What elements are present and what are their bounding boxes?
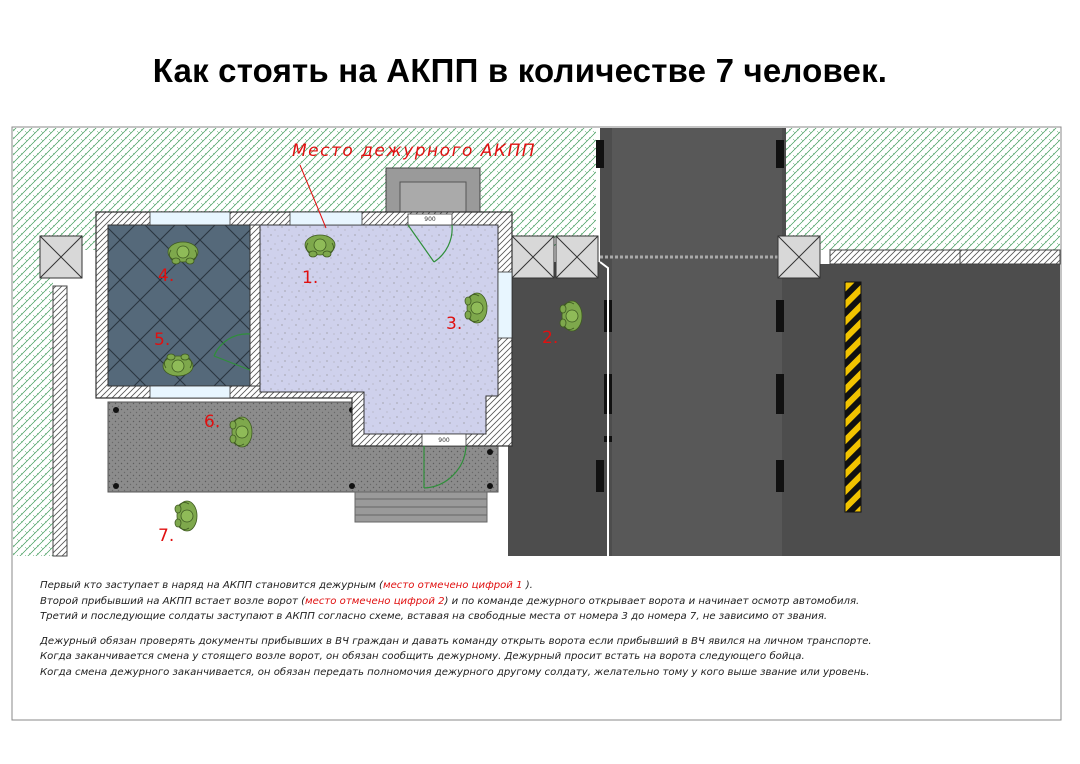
soldier-1 — [305, 235, 335, 257]
note-line-1: Первый кто заступает в наряд на АКПП становится дежурным (место отмечено цифрой 1 ). — [40, 580, 533, 591]
position-1-label: 1. — [302, 268, 319, 288]
position-7-label: 7. — [158, 526, 175, 546]
road-right-area — [786, 264, 1060, 556]
door-width-label: 900 — [438, 437, 450, 444]
soldier-2 — [560, 301, 582, 331]
duty-place-label: Место дежурного АКПП — [292, 141, 537, 161]
soldier-5 — [163, 354, 193, 376]
soldier-6 — [230, 417, 252, 447]
note-line-3: Третий и последующие солдаты заступают в АКПП согласно схеме, вставая на свободные места от номера 3 до номера 7, не зависимо от звания. — [40, 611, 828, 622]
grass-area-left-strip — [13, 128, 53, 556]
position-5-label: 5. — [154, 330, 171, 350]
note-line-6: Когда смена дежурного заканчивается, он обязан передать полномочия дежурного другому солдату, желательно тому у кого выше звание или уровень. — [40, 666, 870, 678]
position-2-label: 2. — [542, 328, 559, 348]
soldier-4 — [168, 242, 198, 264]
road-left-lane — [508, 262, 608, 556]
note-line-4: Дежурный обязан проверять документы прибывших в ВЧ граждан и давать команду открыть ворота если прибывший в ВЧ явился на личном транспорте. — [40, 635, 872, 647]
instructions-text — [40, 578, 1040, 680]
barrier-arm — [845, 282, 861, 512]
fence-left — [53, 286, 67, 556]
position-6-label: 6. — [204, 412, 221, 432]
soldier-3 — [465, 293, 487, 323]
note-line-2: Второй прибывший на АКПП встает возле ворот (место отмечено цифрой 2) и по команде дежурного открывает ворота и начинает осмотр автомобиля. — [40, 595, 860, 607]
note-line-5: Когда заканчивается смена у стоящего возле ворот, он обязан сообщить дежурному. Дежурный просит встать на ворота следующего бойца. — [40, 651, 805, 662]
door-width-label: 900 — [424, 216, 436, 223]
page-title: Как стоять на АКПП в количестве 7 человек. — [152, 52, 888, 89]
soldier-7 — [175, 501, 197, 531]
grass-area-right — [786, 128, 1060, 250]
position-4-label: 4. — [158, 266, 175, 286]
position-3-label: 3. — [446, 314, 463, 334]
fence-right — [830, 250, 960, 264]
